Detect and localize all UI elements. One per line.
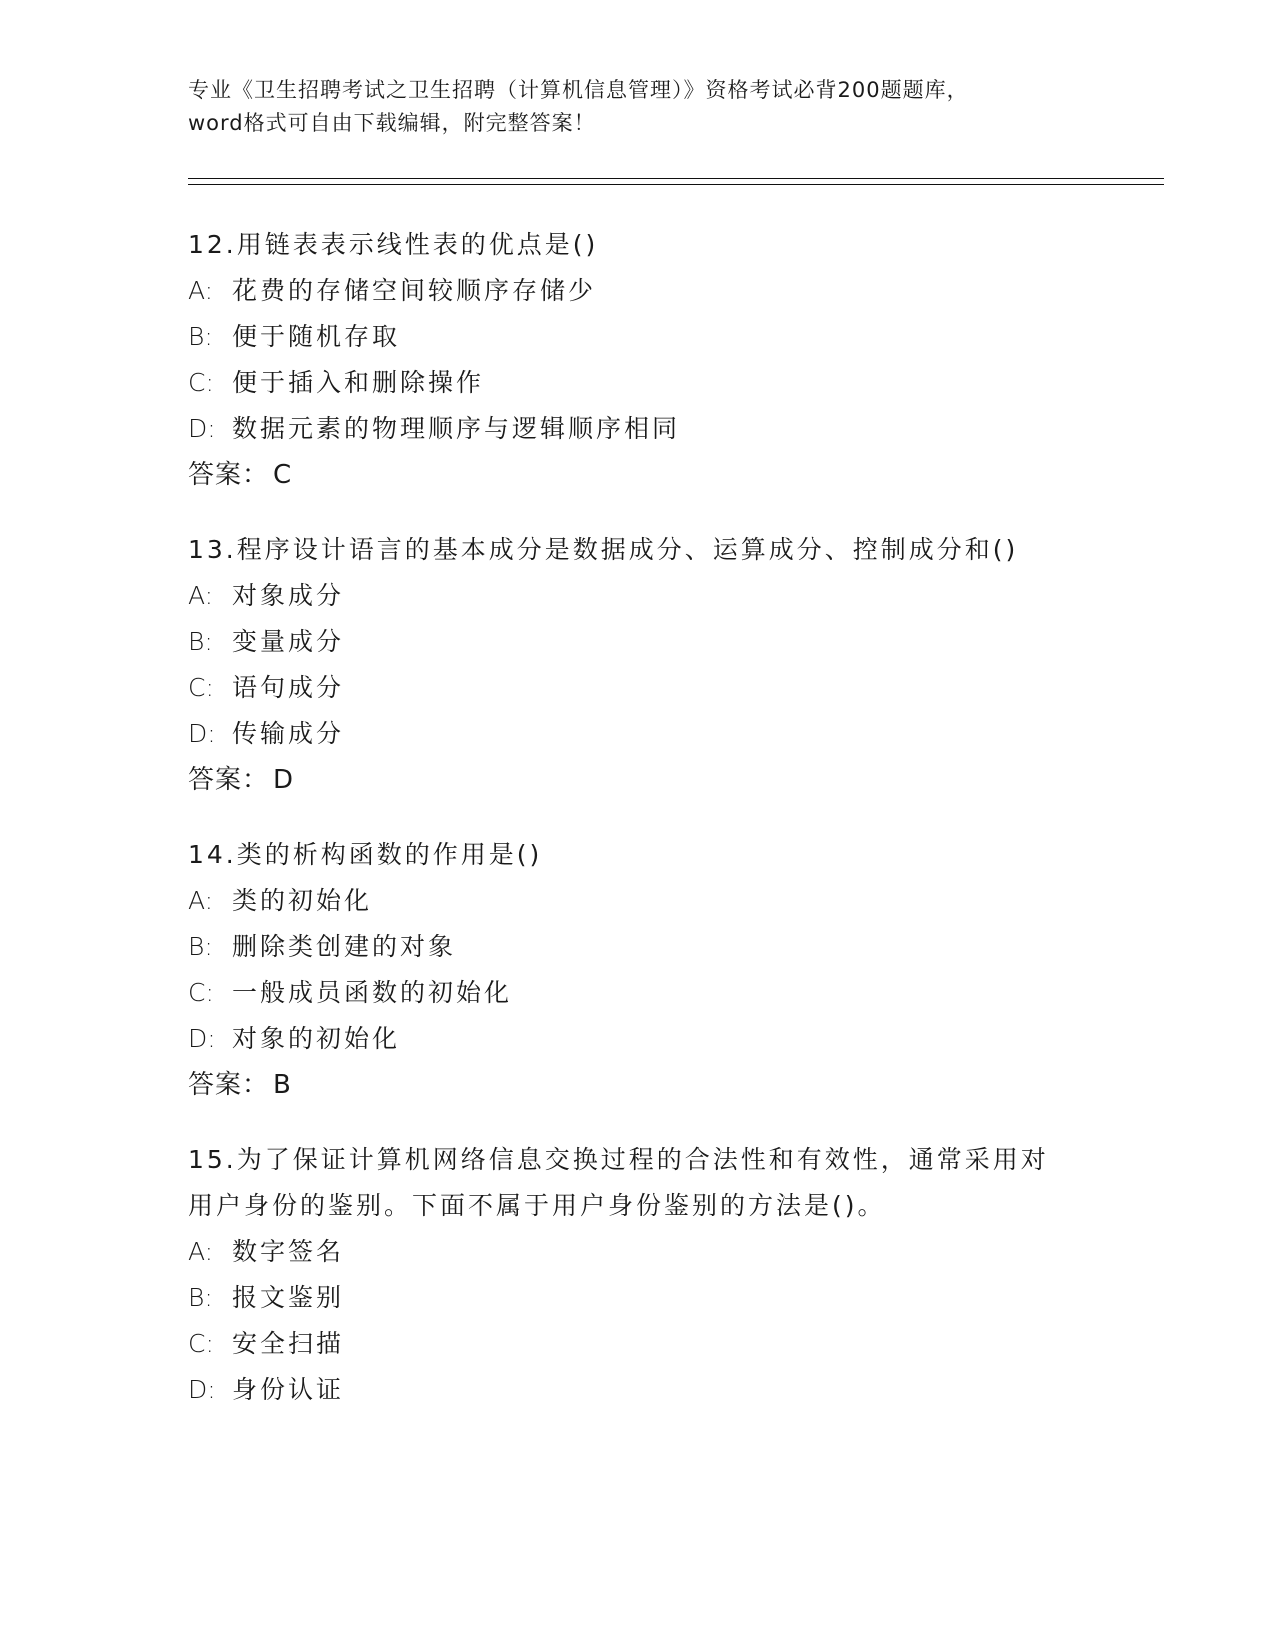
answer-value: B [273, 1070, 292, 1100]
option-text: 变量成分 [232, 627, 345, 656]
question-12 [188, 222, 1088, 498]
option-b [188, 619, 1088, 665]
document-header [188, 74, 1088, 140]
option-text: 数据元素的物理顺序与逻辑顺序相同 [232, 414, 681, 443]
answer-value: D [273, 765, 295, 795]
option-letter: C: [188, 978, 214, 1007]
option-text: 安全扫描 [232, 1329, 345, 1358]
option-c [188, 665, 1088, 711]
question-stem: 14.类的析构函数的作用是() [188, 840, 543, 869]
option-text: 删除类创建的对象 [232, 932, 457, 961]
answer-line [188, 757, 1088, 803]
option-d [188, 711, 1088, 757]
option-letter: D: [188, 414, 216, 443]
option-c [188, 970, 1088, 1016]
question-15 [188, 1137, 1088, 1413]
option-text: 便于随机存取 [232, 322, 401, 351]
option-b [188, 924, 1088, 970]
option-letter: B: [188, 322, 213, 351]
option-letter: B: [188, 627, 213, 656]
option-text: 花费的存储空间较顺序存储少 [232, 276, 597, 305]
header-divider [188, 178, 1164, 185]
option-d [188, 406, 1088, 452]
option-letter: D: [188, 719, 216, 748]
option-text: 传输成分 [232, 719, 345, 748]
question-stem: 12.用链表表示线性表的优点是() [188, 230, 599, 259]
answer-line [188, 1062, 1088, 1108]
option-a [188, 268, 1088, 314]
question-14 [188, 832, 1088, 1108]
option-letter: A: [188, 276, 214, 305]
question-stem: 13.程序设计语言的基本成分是数据成分、运算成分、控制成分和() [188, 535, 1019, 564]
option-d [188, 1016, 1088, 1062]
option-letter: C: [188, 673, 214, 702]
option-a [188, 1229, 1088, 1275]
option-letter: D: [188, 1024, 216, 1053]
option-letter: D: [188, 1375, 216, 1404]
answer-line [188, 452, 1088, 498]
answer-label: 答案： [188, 460, 270, 490]
header-line-1: 专业《卫生招聘考试之卫生招聘（计算机信息管理）》资格考试必背200题题库， [188, 78, 969, 102]
option-text: 对象成分 [232, 581, 345, 610]
option-b [188, 1275, 1088, 1321]
option-text: 便于插入和删除操作 [232, 368, 485, 397]
option-text: 数字签名 [232, 1237, 345, 1266]
option-c [188, 360, 1088, 406]
answer-value: C [273, 460, 293, 490]
question-13 [188, 527, 1088, 803]
option-text: 报文鉴别 [232, 1283, 345, 1312]
question-stem-continued: 用户身份的鉴别。下面不属于用户身份鉴别的方法是()。 [188, 1191, 886, 1220]
option-c [188, 1321, 1088, 1367]
option-letter: A: [188, 1237, 214, 1266]
answer-label: 答案： [188, 765, 270, 795]
option-text: 对象的初始化 [232, 1024, 401, 1053]
option-text: 身份认证 [232, 1375, 345, 1404]
option-letter: C: [188, 368, 214, 397]
option-text: 类的初始化 [232, 886, 373, 915]
option-d [188, 1367, 1088, 1413]
option-letter: C: [188, 1329, 214, 1358]
option-text: 语句成分 [232, 673, 345, 702]
option-letter: A: [188, 886, 214, 915]
option-a [188, 573, 1088, 619]
header-line-2: word格式可自由下载编辑，附完整答案！ [188, 111, 596, 135]
option-letter: B: [188, 1283, 213, 1312]
question-stem: 15.为了保证计算机网络信息交换过程的合法性和有效性，通常采用对 [188, 1145, 1049, 1174]
option-letter: B: [188, 932, 213, 961]
answer-label: 答案： [188, 1070, 270, 1100]
option-letter: A: [188, 581, 214, 610]
option-a [188, 878, 1088, 924]
option-b [188, 314, 1088, 360]
option-text: 一般成员函数的初始化 [232, 978, 513, 1007]
